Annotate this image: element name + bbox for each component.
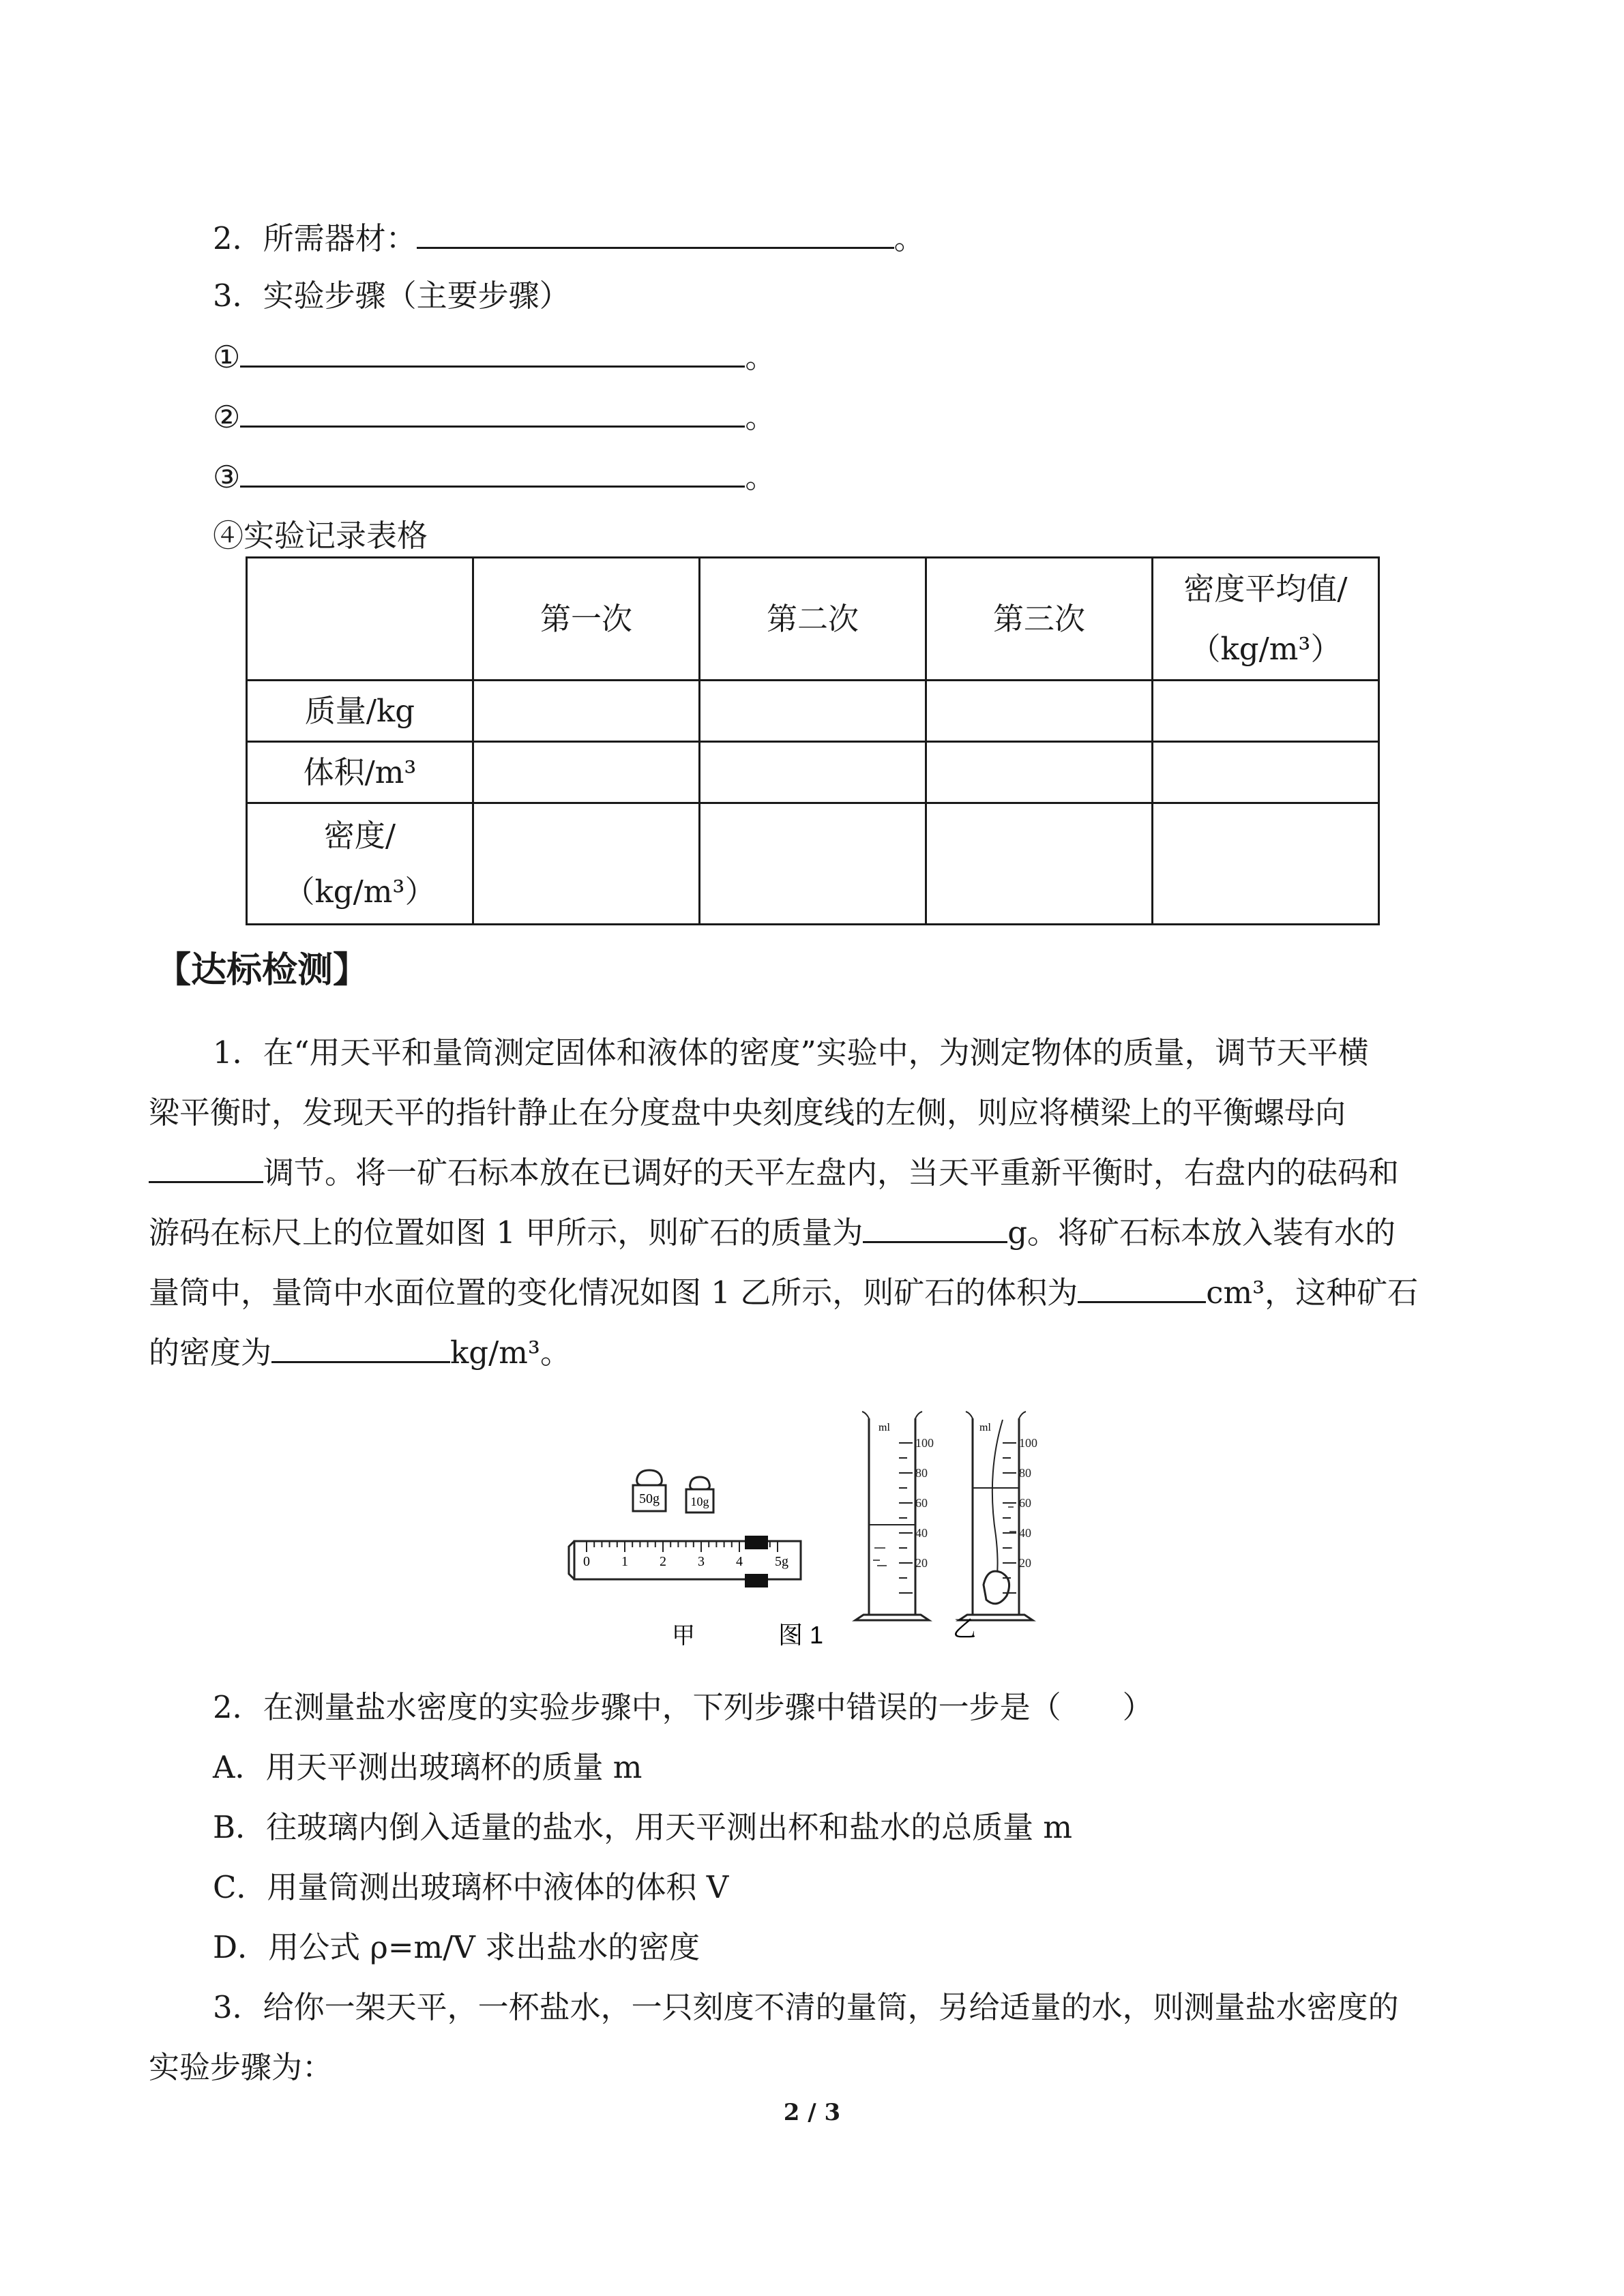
weight-10g-label: 10g [690,1495,709,1508]
table-cell [700,681,926,742]
beam-scale [569,1536,801,1587]
q1-blank-volume [1078,1271,1206,1303]
materials-line [213,217,925,259]
step-3-line [213,456,776,498]
scale-label-2: 2 [660,1554,666,1569]
q2-option-d: D．用公式 ρ=m/V 求出盐水的密度 [213,1929,700,1965]
header-average-line1: 密度平均值/ [1183,570,1348,607]
weight-50g [633,1470,666,1511]
q2-option-b: B．往玻璃内倒入适量的盐水，用天平测出杯和盐水的总质量 m [213,1809,1073,1845]
row-label-density-line2: （kg/m³） [284,873,436,910]
scale-label-5g: 5g [775,1554,788,1569]
table-cell [926,681,1153,742]
q2-stem: 2．在测量盐水密度的实验步骤中，下列步骤中错误的一步是（ ） [213,1689,1153,1725]
scale-label-0: 0 [583,1554,590,1569]
header-cell-second: 第二次 [700,558,926,681]
q2-option-a: A．用天平测出玻璃杯的质量 m [213,1749,643,1785]
record-table [246,556,1380,925]
q1-blank-direction [149,1151,263,1183]
period: 。 [894,220,925,256]
q1-line-2: 梁平衡时，发现天平的指针静止在分度盘中央刻度线的左侧，则应将横梁上的平衡螺母向 [149,1094,1346,1131]
row-label-density-line1: 密度/ [323,817,396,854]
q1-line-4-text: 游码在标尺上的位置如图 1 甲所示，则矿石的质量为 [149,1214,863,1251]
cylinder-tick-label: 20 [1019,1556,1031,1570]
table-cell [473,742,700,803]
q3-line-1: 3．给你一架天平，一杯盐水，一只刻度不清的量筒，另给适量的水，则测量盐水密度的 [213,1989,1399,2025]
scale-label-4: 4 [736,1554,743,1569]
cylinder-after-unit: ml [979,1422,991,1433]
rider-top [745,1536,768,1549]
cylinder-tick-label: 100 [1019,1436,1037,1450]
table-caption: ④实验记录表格 [213,518,428,554]
weight-50g-label: 50g [639,1491,660,1506]
table-cell [926,742,1153,803]
steps-title: 3．实验步骤（主要步骤） [213,278,570,314]
q3-line-2: 实验步骤为： [149,2049,334,2085]
header-cell-third: 第三次 [926,558,1153,681]
q1-line-4-tail: g。将矿石标本放入装有水的 [1007,1214,1396,1251]
cylinder-tick-label: 20 [915,1556,928,1570]
table-cell [1153,742,1379,803]
figure-label-yi: 乙 [953,1617,976,1642]
cylinder-tick-label: 60 [1019,1496,1031,1510]
q1-line-3-text: 调节。将一矿石标本放在已调好的天平左盘内，当天平重新平衡时，右盘内的砝码和 [263,1154,1400,1191]
q1-line-6-tail: kg/m³。 [450,1335,571,1371]
step-2-mark: ② [213,399,241,435]
ore-sample [984,1571,1009,1604]
period: 。 [745,399,776,435]
header-average-line2: （kg/m³） [1190,630,1342,667]
table-row [247,742,1379,803]
row-label-density [247,803,473,925]
row-label-mass: 质量/kg [247,681,473,742]
figure-caption: 图 1 [778,1621,824,1649]
weight-10g [686,1477,713,1512]
q2-option-c: C．用量筒测出玻璃杯中液体的体积 V [213,1869,729,1905]
q1-blank-mass [863,1211,1007,1243]
cylinder-before [855,1412,934,1620]
cylinder-after [959,1412,1037,1620]
figure-label-jia: 甲 [672,1624,695,1649]
section-heading: 【达标检测】 [156,950,369,991]
row-label-volume: 体积/m³ [247,742,473,803]
cylinder-tick-label: 80 [915,1466,928,1480]
step-2-blank [240,396,745,428]
q1-line-3 [149,1143,1399,1203]
rider-bottom [745,1574,768,1587]
q1-line-5 [149,1263,1418,1323]
header-cell-empty [247,558,473,681]
header-cell-average [1153,558,1379,681]
materials-label: 2．所需器材： [213,220,417,256]
step-1-blank [240,336,745,368]
q1-line-4 [149,1203,1396,1263]
header-cell-first: 第一次 [473,558,700,681]
cylinder-tick-label: 100 [915,1436,934,1450]
q1-line-6-text: 的密度为 [149,1335,272,1371]
step-3-blank [240,456,745,488]
q1-blank-density [271,1331,450,1363]
materials-blank [417,217,894,249]
table-cell [700,803,926,925]
cylinder-before-unit: ml [879,1422,890,1433]
table-cell [700,742,926,803]
step-1-mark: ① [213,339,241,375]
q1-line-6 [149,1323,571,1383]
table-row [247,803,1379,925]
figure-1 [566,1405,1071,1650]
step-1-line [213,336,776,378]
table-cell [473,681,700,742]
table-cell [473,803,700,925]
period: 。 [745,459,776,495]
step-3-mark: ③ [213,459,241,495]
table-row [247,681,1379,742]
step-2-line [213,396,776,438]
table-cell [926,803,1153,925]
table-cell [1153,803,1379,925]
scale-label-1: 1 [621,1554,628,1569]
table-header-row [247,558,1379,681]
q1-line-5-tail: cm³，这种矿石 [1206,1274,1419,1311]
scale-label-3: 3 [698,1554,705,1569]
period: 。 [745,339,776,375]
table-cell [1153,681,1379,742]
cylinder-tick-label: 80 [1019,1466,1031,1480]
q1-line-1: 1．在“用天平和量筒测定固体和液体的密度”实验中，为测定物体的质量，调节天平横 [213,1034,1369,1071]
page-number: 2 / 3 [783,2099,841,2126]
cylinder-tick-label: 40 [915,1526,928,1540]
cylinder-tick-label: 60 [915,1496,928,1510]
cylinder-tick-label: 40 [1019,1526,1031,1540]
q1-line-5-text: 量筒中，量筒中水面位置的变化情况如图 1 乙所示，则矿石的体积为 [149,1274,1078,1311]
